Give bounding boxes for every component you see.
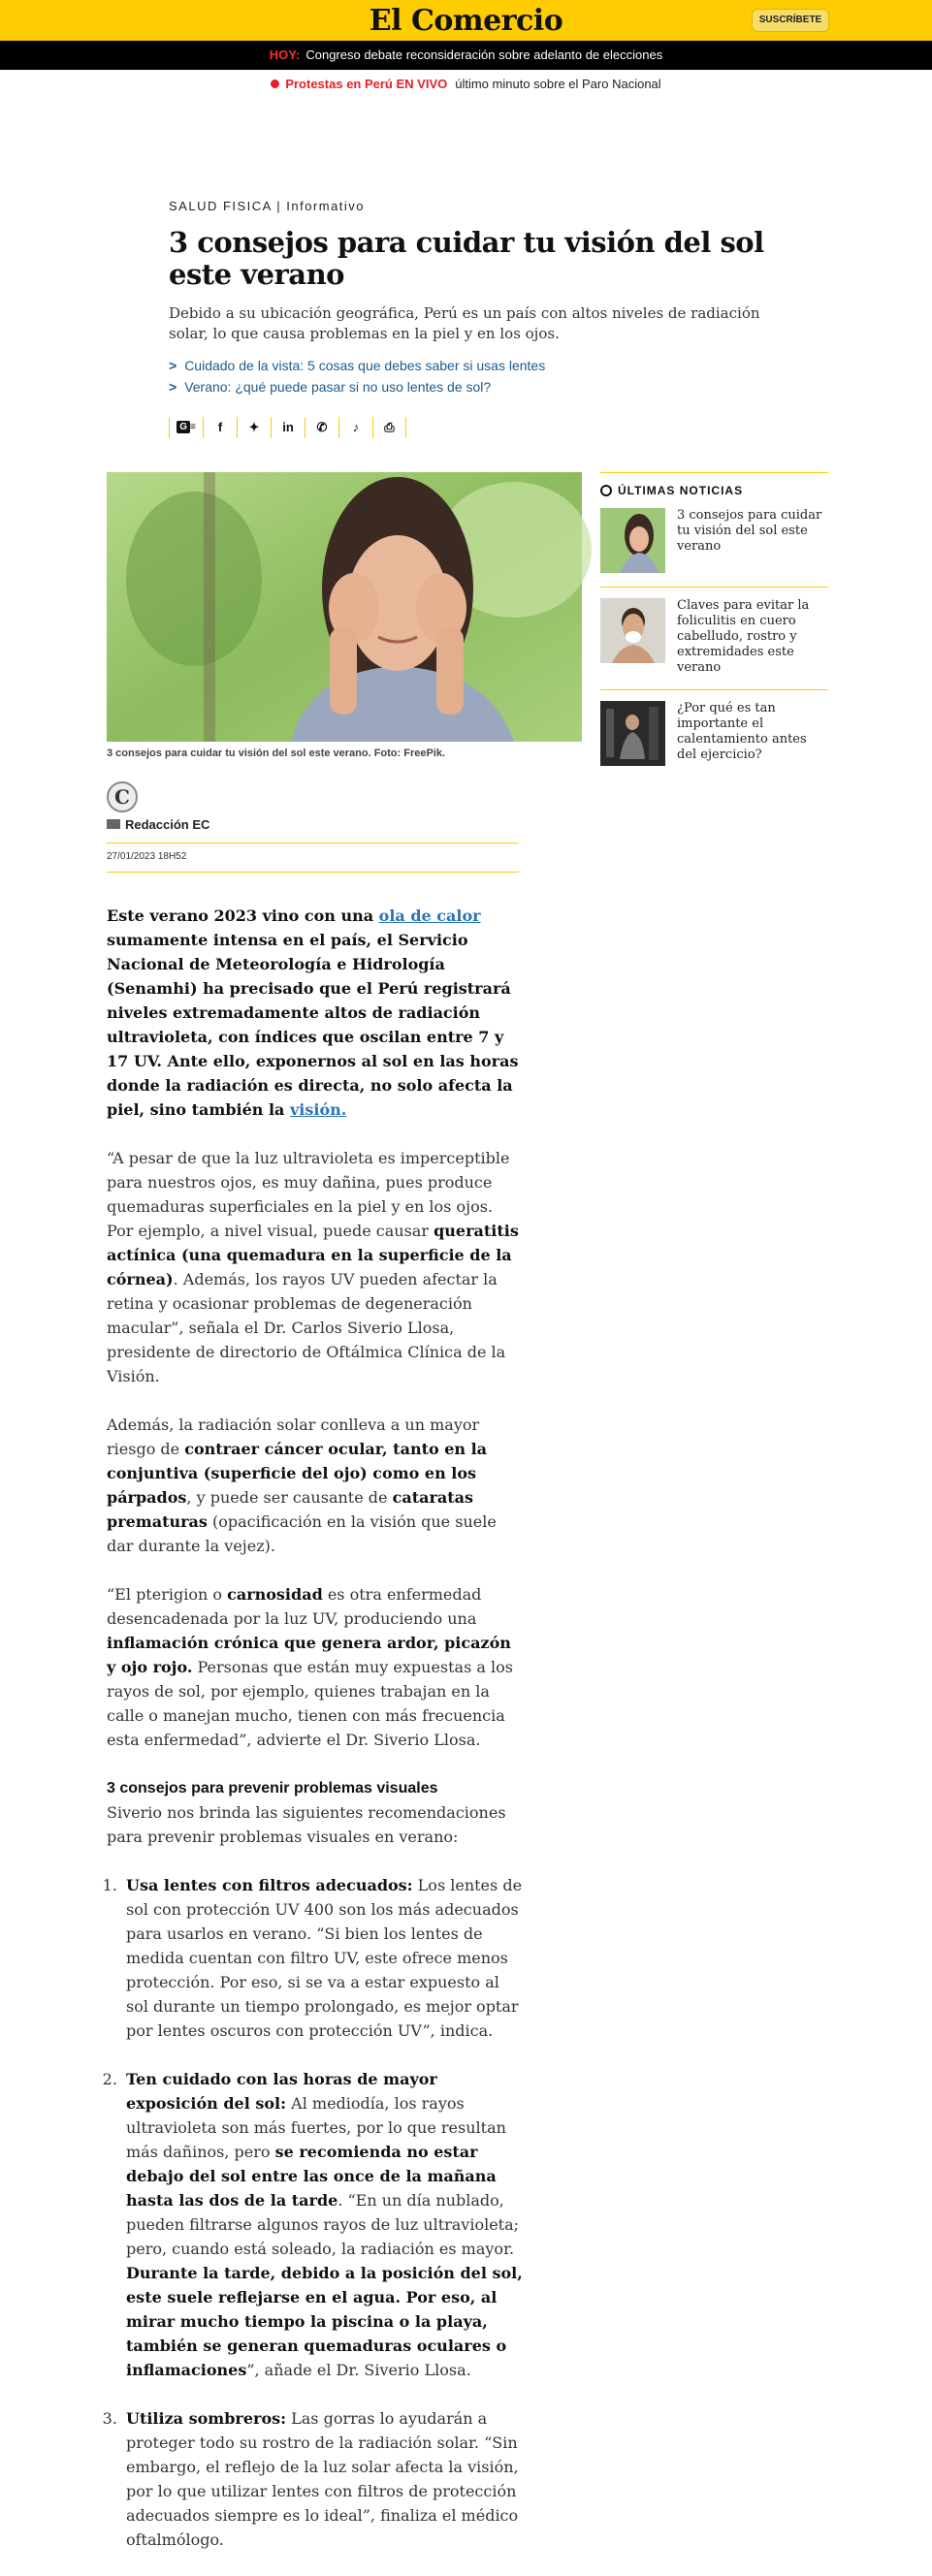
news-item[interactable] — [600, 701, 828, 766]
live-dot-icon — [271, 80, 279, 88]
breaking-news-link[interactable]: Congreso debate reconsideración sobre adelanto de elecciones — [305, 48, 663, 62]
live-text[interactable]: último minuto sobre el Paro Nacional — [455, 77, 661, 91]
live-link[interactable]: Protestas en Perú EN VIVO — [285, 77, 448, 91]
tiktok-icon[interactable]: ♪ — [338, 417, 372, 438]
news-thumbnail[interactable] — [600, 598, 665, 663]
author-avatar[interactable]: C — [107, 781, 138, 812]
tips-list — [122, 1873, 524, 2552]
related-link[interactable]: > Cuidado de la vista: 5 cosas que debes saber si usas lentes — [169, 358, 546, 373]
live-bar — [0, 74, 932, 95]
inline-link[interactable]: ola de calor — [378, 906, 481, 925]
paragraph: Además, la radiación solar conlleva a un mayor riesgo de contraer cáncer ocular, tanto en la conjuntiva (superficie del ojo) como en los párpados, y puede ser causante de cataratas prematuras (opacificación en la visión que suele dar durante la vejez). — [107, 1415, 497, 1555]
latest-news-sidebar — [600, 472, 828, 766]
news-title[interactable]: Claves para evitar la foliculitis en cuero cabelludo, rostro y extremidades este verano — [677, 598, 810, 675]
divider — [600, 472, 828, 473]
twitter-icon[interactable]: ✦ — [237, 417, 271, 438]
paragraph: “El pterigion o carnosidad es otra enfermedad desencadenada por la luz UV, produciendo una inflamación crónica que genera ardor, picazón y ojo rojo. Personas que están muy expuestas a los rayos de sol, por ejemplo, quienes trabajan en la calle o manejan mucho, tienen con más frecuencia esta enfermedad”, advierte el Dr. Siverio Llosa. — [107, 1585, 513, 1749]
section-heading: 3 consejos para prevenir problemas visuales — [107, 1780, 438, 1797]
clock-icon — [600, 485, 612, 496]
news-title[interactable]: 3 consejos para cuidar tu visión del sol este verano — [677, 508, 822, 554]
article-image — [107, 472, 582, 742]
image-caption: 3 consejos para cuidar tu visión del sol este verano. Foto: FreePik. — [107, 747, 446, 759]
sidebar-heading: ÚLTIMAS NOTICIAS — [600, 483, 828, 497]
subscribe-button[interactable]: SUSCRÍBETE — [752, 9, 829, 32]
list-item: 2. Ten cuidado con las horas de mayor exposición del sol: Al mediodía, los rayos ultravioleta son más fuertes, por lo que resultan más dañinos, pero se recomienda no estar debajo del sol entre las once de la mañana hasta las dos de la tarde. “En un día nublado, pueden filtrarse algunos rayos de luz ultravioleta; pero, cuando está soleado, la radiación es mayor. Durante la tarde, debido a la posición del sol, este suele reflejarse en el agua. Por eso, al mirar mucho tiempo la piscina o la playa, también se generan quemaduras oculares o inflamaciones”, añade el Dr. Siverio Llosa. — [122, 2067, 524, 2382]
facebook-icon[interactable]: f — [203, 417, 237, 438]
article-title: 3 consejos para cuidar tu visión del sol este verano — [169, 226, 764, 291]
google-news-icon[interactable]: G ≡ — [169, 417, 203, 438]
news-title[interactable]: ¿Por qué es tan importante el calentamiento antes del ejercicio? — [677, 701, 807, 762]
related-link[interactable]: > Verano: ¿qué puede pasar si no uso lentes de sol? — [169, 379, 492, 395]
whatsapp-icon[interactable]: ✆ — [305, 417, 338, 438]
publish-date: 27/01/2023 18H52 — [107, 851, 187, 862]
top-header — [0, 0, 932, 41]
paragraph: 3 consejos para prevenir problemas visuales Siverio nos brinda las siguientes recomendaciones para prevenir problemas visuales en verano: — [107, 1776, 524, 1849]
paragraph: Este verano 2023 vino con una ola de calor sumamente intensa en el país, el Servicio Nacional de Meteorología e Hidrología (Senamhi) ha precisado que el Perú registrará niveles extremadamente altos de radiación ultravioleta, con índices que oscilan entre 7 y 17 UV. Ante ello, exponernos al sol en las horas donde la radiación es directa, no solo afecta la piel, sino también la visión. — [107, 906, 519, 1119]
site-logo[interactable]: El Comercio — [369, 4, 563, 38]
share-bar — [169, 417, 406, 438]
news-item[interactable] — [600, 598, 828, 676]
chevron-right-icon: > — [169, 379, 177, 395]
list-item: 3. Utiliza sombreros: Las gorras lo ayudarán a proteger todo su rostro de la radiación solar. “Sin embargo, el reflejo de la luz solar afecta la visión, por lo que utilizar lentes con filtros de protección adecuados siempre es lo ideal”, finaliza el médico oftalmólogo. — [122, 2406, 524, 2552]
author-name[interactable]: Redacción EC — [125, 817, 210, 832]
list-item: 1. Usa lentes con filtros adecuados: Los lentes de sol con protección UV 400 son los más adecuados para usarlos en verano. “Si bien los lentes de medida cuentan con filtro UV, este ofrece menos protección. Por eso, si se va a estar expuesto al sol durante un tiempo prolongado, es mejor optar por lentes oscuros con protección UV”, indica. — [122, 1873, 524, 2043]
news-thumbnail[interactable] — [600, 508, 665, 573]
breaking-news-bar — [0, 41, 932, 70]
article-body — [107, 904, 524, 2576]
article-kicker[interactable]: SALUD FISICA | Informativo — [169, 199, 366, 213]
print-icon[interactable]: ⎙ — [372, 417, 406, 438]
hoy-label: HOY: — [269, 48, 301, 62]
author-line — [107, 817, 209, 832]
news-thumbnail[interactable] — [600, 701, 665, 766]
divider — [600, 689, 828, 690]
divider — [600, 587, 828, 588]
paragraph: “A pesar de que la luz ultravioleta es imperceptible para nuestros ojos, es muy dañina, pues produce quemaduras superficiales en la piel y en los ojos. Por ejemplo, a nivel visual, puede causar queratitis actínica (una quemadura en la superficie de la córnea). Además, los rayos UV pueden afectar la retina y ocasionar problemas de degeneración macular”, señala el Dr. Carlos Siverio Llosa, presidente de directorio de Oftálmica Clínica de la Visión. — [107, 1149, 519, 1385]
linkedin-icon[interactable]: in — [271, 417, 305, 438]
related-links — [169, 355, 545, 398]
news-item[interactable] — [600, 508, 828, 573]
mail-icon[interactable] — [107, 819, 120, 829]
article-summary: Debido a su ubicación geográfica, Perú es un país con altos niveles de radiación solar, lo que causa problemas en la piel y en los ojos. — [169, 304, 760, 342]
inline-link[interactable]: visión. — [289, 1100, 347, 1119]
chevron-right-icon: > — [169, 358, 177, 373]
divider — [107, 872, 519, 873]
